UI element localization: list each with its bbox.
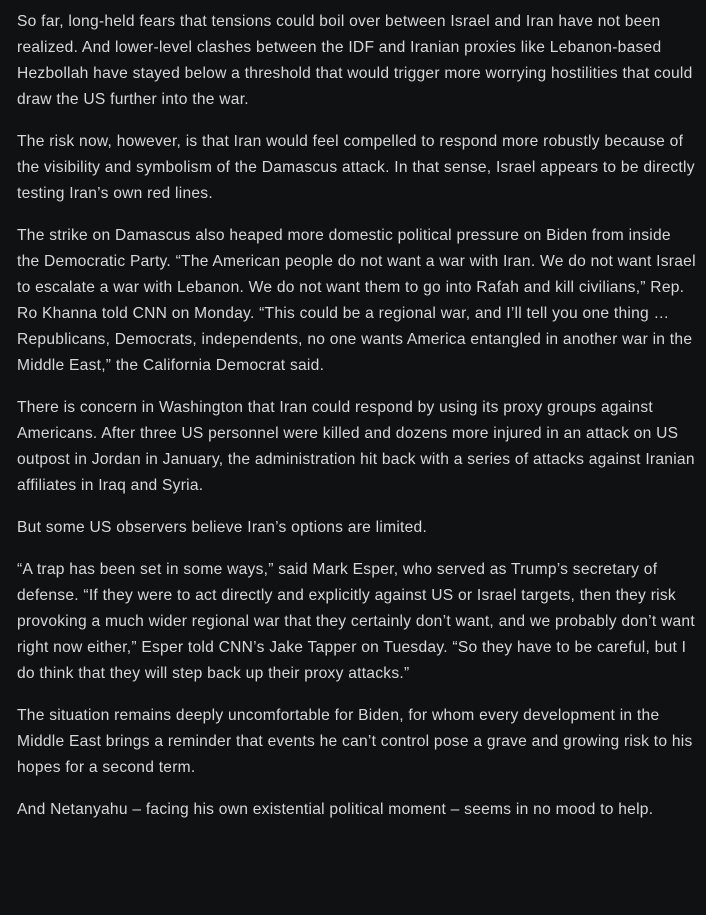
article-paragraph: But some US observers believe Iran’s options are limited. — [17, 519, 428, 536]
article-paragraph: “A trap has been set in some ways,” said Mark Esper, who served as Trump’s secretary of defense. “If they were to act directly and explicitly against US or Israel targets, then they risk provoking a much wider regional war that they certainly don’t want, and we probably don’t want right now either,” Esper told CNN’s Jake Tapper on Tuesday. “So they have to be careful, but I do think that they will step back up their proxy attacks.” — [17, 561, 695, 682]
article-paragraph: So far, long-held fears that tensions could boil over between Israel and Iran have not been realized. And lower-level clashes between the IDF and Iranian proxies like Lebanon-based Hezbollah have stayed below a threshold that would trigger more worrying hostilities that could draw the US further into the war. — [17, 13, 693, 108]
article-paragraph: The situation remains deeply uncomfortable for Biden, for whom every development in the Middle East brings a reminder that events he can’t control pose a grave and growing risk to his hopes for a second term. — [17, 707, 693, 776]
article-paragraph: And Netanyahu – facing his own existential political moment – seems in no mood to help. — [17, 801, 654, 818]
article-paragraph: The strike on Damascus also heaped more domestic political pressure on Biden from inside the Democratic Party. “The American people do not want a war with Iran. We do not want Israel to escalate a war with Lebanon. We do not want them to go into Rafah and kill civilians,” Rep. Ro Khanna told CNN on Monday. “This could be a regional war, and I’ll tell you one thing … Republicans, Democrats, independents, no one wants America entangled in another war in the Middle East,” the California Democrat said. — [17, 227, 696, 374]
article-paragraph: The risk now, however, is that Iran would feel compelled to respond more robustly because of the visibility and symbolism of the Damascus attack. In that sense, Israel appears to be directly testing Iran’s own red lines. — [17, 133, 695, 202]
article-paragraph: There is concern in Washington that Iran could respond by using its proxy groups against Americans. After three US personnel were killed and dozens more injured in an attack on US outpost in Jordan in January, the administration hit back with a series of attacks against Iranian affiliates in Iraq and Syria. — [17, 399, 695, 494]
